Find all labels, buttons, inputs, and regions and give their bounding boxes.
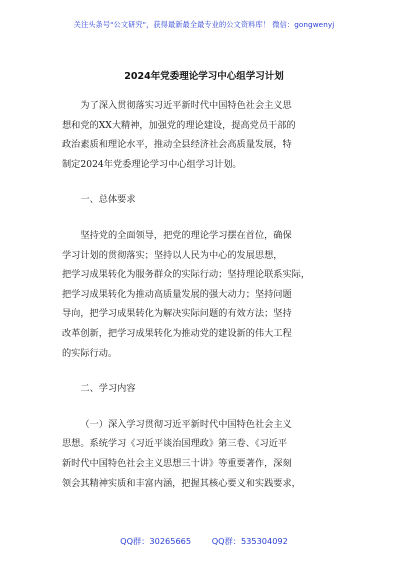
text-line: 把学习成果转化为推动高质量发展的强大动力；坚持问题 — [62, 288, 292, 300]
text-line: 坚持党的全面领导，把党的理论学习摆在首位，确保 — [80, 229, 292, 241]
qq-group-2: QQ群：535304092 — [211, 536, 288, 546]
paragraph-gap — [62, 174, 348, 190]
footer-contact — [0, 536, 408, 547]
document-body — [62, 96, 348, 493]
text-line: 思想。系统学习《习近平谈治国理政》第三卷、《习近平 — [62, 438, 288, 450]
text-line: （一）深入学习贯彻习近平新时代中国特色社会主义 — [80, 418, 292, 430]
qq-group-1: QQ群：30265665 — [120, 536, 192, 546]
section-heading-general-requirements — [62, 190, 348, 210]
study-content-paragraph — [62, 415, 348, 493]
paragraph-gap — [62, 399, 348, 415]
text-line: 把学习成果转化为服务群众的实际行动；坚持理论联系实际， — [62, 269, 311, 281]
paragraph-gap — [62, 210, 348, 226]
text-line: 学习计划的贯彻落实；坚持以人民为中心的发展思想， — [62, 249, 283, 261]
text-line: 领会其精神实质和丰富内涵，把握其核心要义和实践要求， — [62, 477, 301, 489]
heading-text: 一、总体要求 — [80, 194, 136, 206]
text-line: 制定2024年党委理论学习中心组学习计划。 — [62, 158, 242, 170]
paragraph-gap — [62, 363, 348, 379]
text-line: 想和党的XX大精神，加强党的理论建设，提高党员干部的 — [62, 119, 296, 131]
text-line: 政治素质和理论水平，推动全县经济社会高质量发展，特 — [62, 139, 292, 151]
general-requirements-paragraph — [62, 226, 348, 363]
header-banner: 关注头条号"公文研究"，获得最新最全最专业的公文资料库！ 微信：gongwenyj — [73, 20, 335, 29]
heading-text: 二、学习内容 — [80, 383, 136, 395]
text-line: 导向，把学习成果转化为解决实际问题的有效方法；坚持 — [62, 308, 292, 320]
text-line: 改革创新，把学习成果转化为推动党的建设新的伟大工程 — [62, 327, 292, 339]
document-title: 2024年党委理论学习中心组学习计划 — [124, 71, 284, 82]
text-line: 为了深入贯彻落实习近平新时代中国特色社会主义思 — [80, 100, 292, 111]
intro-paragraph — [62, 96, 348, 174]
text-line: 的实际行动。 — [62, 347, 118, 359]
text-line: 新时代中国特色社会主义思想三十讲》等重要著作，深刻 — [62, 457, 292, 469]
section-heading-study-content — [62, 379, 348, 399]
